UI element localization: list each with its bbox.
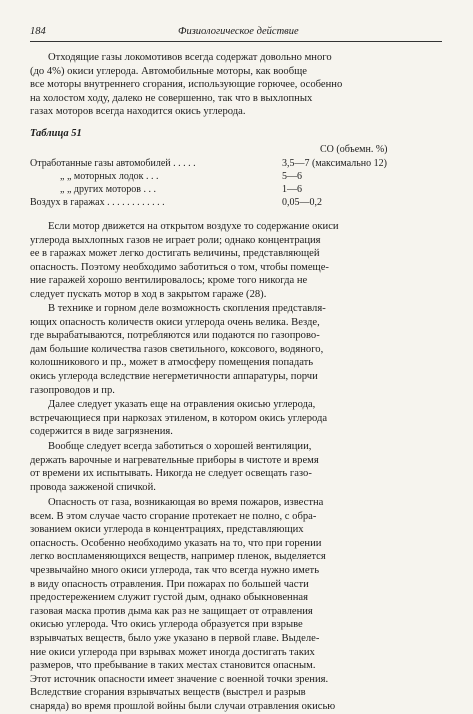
table-row — [30, 171, 302, 182]
body-paragraph — [30, 220, 442, 302]
text-line: Этот источник опасности имеет значение с военной точки зрения. — [30, 673, 329, 685]
text-line: на холостом ходу, далеко не совершенно, так что в выхлопных — [30, 92, 313, 104]
table-row-value: 1—6 — [282, 184, 302, 195]
page-number: 184 — [30, 26, 46, 37]
table-row — [30, 158, 387, 169]
text-line: встречающиеся при наркозах этиленом, в котором окись углерода — [30, 412, 328, 424]
text-line: Опасность от газа, возникающая во время пожаров, известна — [48, 497, 324, 508]
text-line: в виду опасность отравления. При пожарах по большей части — [30, 578, 309, 590]
table-row-label: Отработанные газы автомобилей . . . . . — [30, 158, 196, 169]
text-line: где вырабатываются, потребляются или подаются по газопрово- — [30, 330, 320, 342]
text-line: газах моторов всегда находится окись углерода. — [30, 106, 246, 118]
text-line: окисью углерода. Что окись углерода образуется при взрыве — [30, 619, 303, 631]
text-line: все моторы внутреннего сгорания, использующие горючее, особенно — [30, 79, 343, 91]
table-row-label: „ „ моторных лодок . . . — [60, 171, 159, 182]
text-line: (до 4%) окиси углерода. Автомобильные моторы, как вообще — [30, 65, 307, 77]
text-line: Вследствие сгорания взрывчатых веществ (выстрел и разрыв — [30, 687, 306, 699]
table-row-label: Воздух в гаражах . . . . . . . . . . . . — [30, 197, 165, 208]
body-paragraph — [30, 398, 442, 439]
text-line: провода зажженой спичкой. — [30, 481, 156, 493]
text-line: от времени их испытывать. Никогда не следует освещать газо- — [30, 468, 312, 480]
text-line: В технике и горном деле возможность скопления представля- — [48, 303, 326, 314]
page-header — [30, 26, 442, 40]
table-row — [30, 197, 322, 208]
text-line: всем. В этом случае часто сгорание протекает не полно, с обра- — [30, 510, 317, 522]
text-line: ее в гаражах может легко достигать величины, представляющей — [30, 248, 320, 260]
text-line: предостережением служит густой дым, однако обыкновенная — [30, 592, 308, 604]
text-line: дам большие количества газов светильного, коксового, водяного, — [30, 343, 324, 355]
body-paragraph — [30, 440, 442, 494]
text-line: опасность. Поэтому необходимо заботиться о том, чтобы помеще- — [30, 261, 329, 273]
text-line: чрезвычайно много окиси углерода, так что всегда нужно иметь — [30, 564, 320, 576]
text-line: Далее следует указать еще на отравления окисью углерода, — [48, 399, 316, 410]
text-line: газовая маска против дыма как раз не защищает от отравления — [30, 605, 313, 617]
text-line: ющих опасность количеств окиси углерода очень велика. Везде, — [30, 316, 320, 328]
text-line: ние гаражей хорошо вентилировалось; кроме того никогда не — [30, 275, 308, 287]
text-line: окись углерода вследствие негерметичности аппаратуры, порчи — [30, 370, 318, 382]
text-line: размеров, что пребывание в таких местах становится опасным. — [30, 660, 316, 672]
body-paragraph — [30, 302, 442, 397]
text-line: опасность. Особенно необходимо указать на то, что при горении — [30, 537, 322, 549]
text-line: Отходящие газы локомотивов всегда содержат довольно много — [48, 52, 332, 63]
text-line: ние окиси углерода при взрывах может иногда достигать таких — [30, 646, 315, 658]
text-line: Вообще следует всегда заботиться о хорошей вентиляции, — [48, 441, 312, 452]
text-line: содержится в виде загрязнения. — [30, 426, 173, 438]
intro-paragraph — [30, 51, 442, 119]
table-row-label: „ „ других моторов . . . — [60, 184, 156, 195]
text-line: углерода выхлопных газов не играет роли; однако концентрация — [30, 234, 321, 246]
table-row — [30, 184, 302, 195]
body-paragraph — [30, 496, 442, 714]
text-line: держать варочные и нагревательные приборы в чистоте и время — [30, 454, 319, 466]
table-row-value: 0,05—0,2 — [282, 197, 322, 208]
text-line: легко воспламеняющихся веществ, например пленок, выделяется — [30, 551, 326, 563]
text-line: зованием окиси углерода в концентрациях, представляющих — [30, 524, 304, 536]
table-title: Таблица 51 — [30, 128, 82, 139]
text-line: следует пускать мотор в ход в закрытом гараже (28). — [30, 288, 267, 300]
text-line: Если мотор движется на открытом воздухе то содержание окиси — [48, 221, 339, 232]
table-column-header: CO (объемн. %) — [320, 144, 388, 155]
text-line: колошникового и пр., может в атмосферу помещения попадать — [30, 357, 314, 369]
text-line: газопроводов и пр. — [30, 384, 115, 396]
table-row-value: 5—6 — [282, 171, 302, 182]
text-line: взрывчатых веществ, было уже указано в первой главе. Выделе- — [30, 632, 320, 644]
table-row-value: 3,5—7 (максимально 12) — [282, 158, 387, 169]
text-line: снаряда) во время прошлой войны были случаи отравления окисью — [30, 700, 336, 712]
running-title: Физиологическое действие — [178, 26, 299, 37]
header-rule — [30, 41, 442, 42]
